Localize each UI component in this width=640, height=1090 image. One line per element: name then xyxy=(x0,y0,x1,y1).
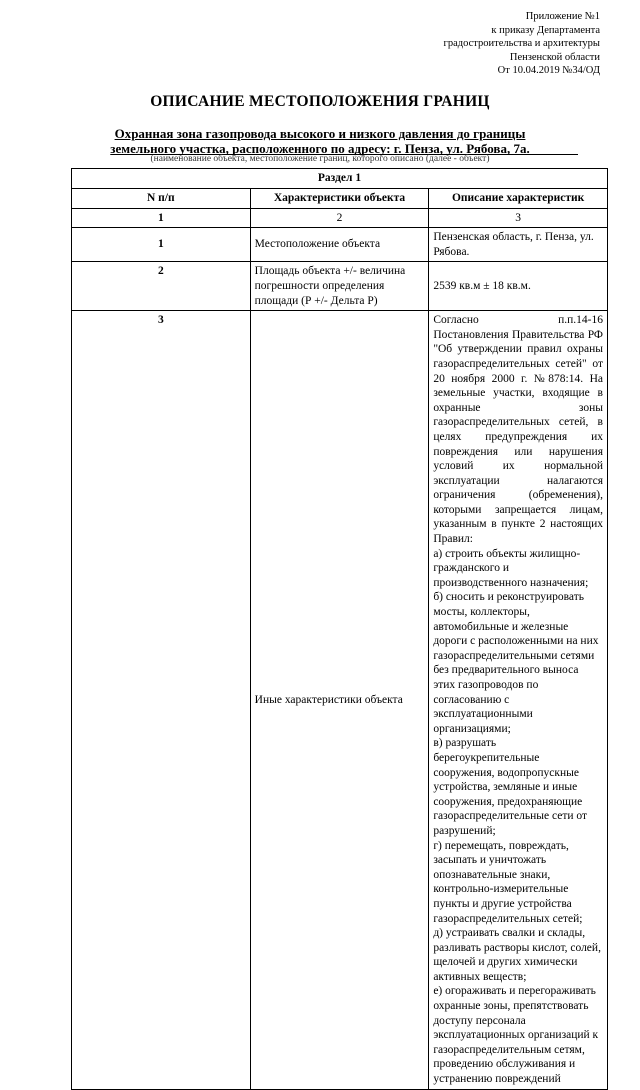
row-num: 2 xyxy=(72,262,251,311)
table-row xyxy=(72,228,608,262)
section-row xyxy=(72,169,608,189)
restriction-item: д) устраивать свалки и склады, разливать растворы кислот, солей, щелочей и других химически активных веществ; xyxy=(433,927,601,983)
restriction-item: а) строить объекты жилищно-гражданского и производственного назначения; xyxy=(433,547,589,589)
appendix-line: Пензенской области xyxy=(509,51,600,63)
description-table xyxy=(71,168,608,1090)
row-num: 1 xyxy=(72,228,251,262)
column-number-row xyxy=(72,208,608,228)
row-num: 3 xyxy=(72,311,251,1089)
row-description: 2539 кв.м ± 18 кв.м. xyxy=(429,262,608,311)
subject-line: Охранная зона газопровода высокого и низкого давления до границы xyxy=(114,126,526,141)
col-number: 3 xyxy=(429,208,608,228)
restriction-item: г) перемещать, повреждать, засыпать и уничтожать опознавательные знаки, контрольно-измерительные пункты и другие устройства газораспределительных сетей; xyxy=(433,839,583,925)
appendix-line: Приложение №1 xyxy=(525,11,600,22)
appendix-line: градостроительства и архитектуры xyxy=(443,38,600,50)
row-characteristic: Иные характеристики объекта xyxy=(250,311,429,1089)
row-characteristic: Площадь объекта +/- величина погрешности определения площади (Р +/- Дельта Р) xyxy=(250,262,429,311)
header-description: Описание характеристик xyxy=(429,188,608,208)
row-description xyxy=(429,311,608,1089)
document-title: ОПИСАНИЕ МЕСТОПОЛОЖЕНИЯ ГРАНИЦ xyxy=(150,93,490,110)
table-row xyxy=(72,262,608,311)
row-characteristic: Местоположение объекта xyxy=(250,228,429,262)
col-number: 1 xyxy=(72,208,251,228)
appendix-line: к приказу Департамента xyxy=(491,24,600,36)
restriction-item: в) разрушать берегоукрепительные сооружения, водопропускные устройства, земляные и иные сооружения, предохраняющие газораспределительные сети от разрушений; xyxy=(433,737,588,837)
appendix-line: От 10.04.2019 №34/ОД xyxy=(497,65,600,77)
header-characteristic: Характеристики объекта xyxy=(250,188,429,208)
header-num: N п/п xyxy=(72,188,251,208)
header-row xyxy=(72,188,608,208)
description-intro: Согласно п.п.14-16 Постановления Правительства РФ "Об утверждении правил охраны газораспределительных сетей" от 20 ноября 2000 г. №878:14. На земельные участки, входящие в охранные зоны газораспределительных сетей, в целях предупреждения их повреждения или нарушения условий их нормальной эксплуатации налагаются ограничения (обременения), которыми запрещается лицам, указанным в пункте 2 настоящих Правил: xyxy=(433,314,603,546)
row-description: Пензенская область, г. Пенза, ул. Рябова. xyxy=(429,228,608,262)
section-title: Раздел 1 xyxy=(72,169,608,189)
col-number: 2 xyxy=(250,208,429,228)
appendix-block xyxy=(444,10,600,78)
caption-text: (наименование объекта, местоположение границ, которого описано (далее - объект) xyxy=(150,154,490,164)
restriction-item: е) огораживать и перегораживать охранные зоны, препятствовать доступу персонала эксплуатационных организаций к газораспределительным сетям, проведению обслуживания и устранению повреждений xyxy=(433,985,599,1086)
restriction-item: б) сносить и реконструировать мосты, коллекторы, автомобильные и железные дороги с расположенными на них газораспределительными сетями без предварительного выноса этих газопроводов по согласованию с эксплуатационными организациями; xyxy=(433,591,599,735)
subject-line: земельного участка, расположенного по адресу: г. Пенза, ул. Рябова, 7а. xyxy=(110,141,530,156)
table-row xyxy=(72,311,608,1089)
object-subject xyxy=(60,126,580,156)
